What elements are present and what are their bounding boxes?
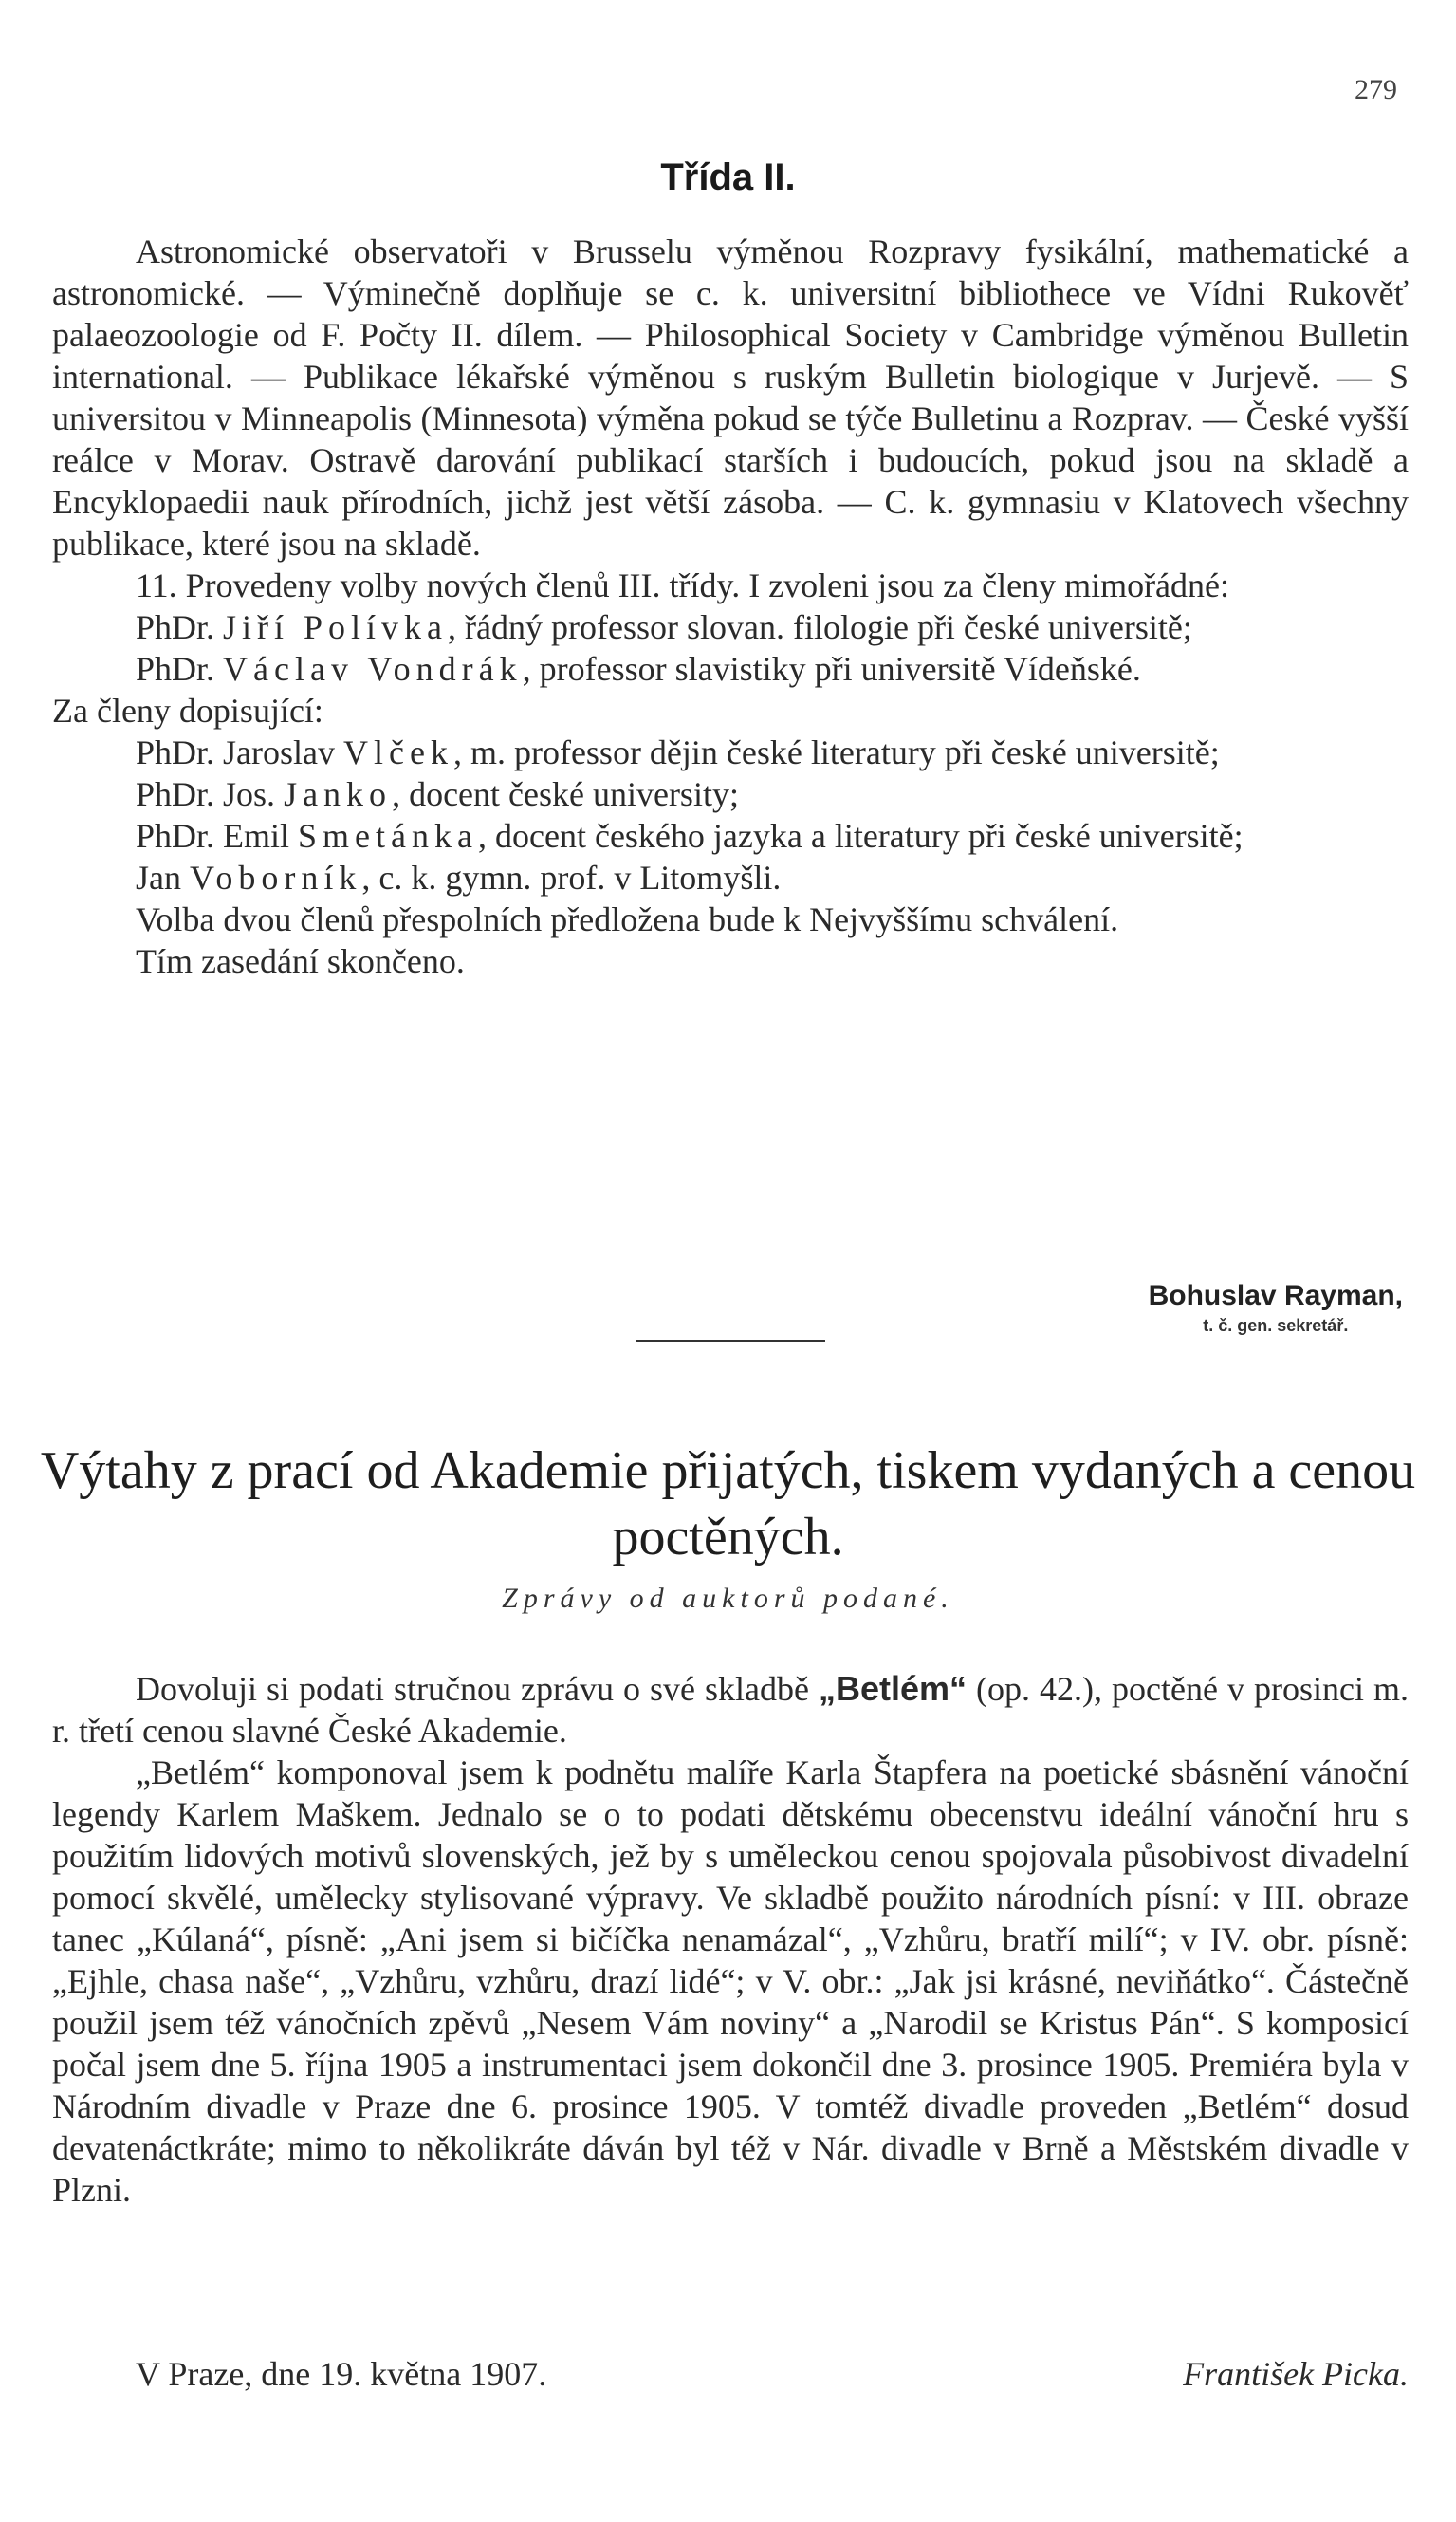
- end-line: Tím zasedání skončeno.: [136, 942, 465, 980]
- member-name: Janko: [284, 775, 393, 813]
- member-title: PhDr.: [136, 775, 215, 813]
- member-name: Vlček: [343, 733, 453, 771]
- paragraph-intro: [52, 1668, 1409, 1752]
- secretary-signature: [1149, 1280, 1403, 1336]
- closing-line: [52, 2353, 1409, 2395]
- intro-text: Dovoluji si podati stručnou zprávu o své skladbě: [136, 1670, 819, 1708]
- corresponding-heading: Za členy dopisující:: [52, 692, 323, 730]
- member-first-name: Emil: [223, 817, 290, 855]
- page-number: 279: [1355, 74, 1397, 105]
- vote-line: Volba dvou členů přespolních předložena bude k Nejvyššímu schválení.: [136, 900, 1119, 938]
- section2-body: [52, 1668, 1409, 2211]
- member-smetanka: [52, 815, 1409, 857]
- member-title: PhDr.: [136, 650, 215, 688]
- member-name: Václav Vondrák: [223, 650, 523, 688]
- paragraph-exchanges: Astronomické observatoři v Brusselu výměnou Rozpravy fysikální, mathematické a astronomické. — Výminečně doplňuje se c. k. universitní bibliothece ve Vídni Rukověť palaeozoologie od F. Počty II. dílem. — Philosophical Society v Cambridge výměnou Bulletin international. — Publikace lékařské výměnou s ruským Bulletin biologique v Jurjevě. — S universitou v Minneapolis (Minnesota) výměna pokud se týče Bulletinu a Rozprav. — České vyšší reálce v Morav. Ostravě darování publikací starších i budoucích, pokud jsou na skladě a Encyklopaedii nauk přírodních, jichž jest větší zásoba. — C. k. gymnasiu v Klatovech všechny publikace, které jsou na skladě.: [52, 232, 1409, 563]
- member-desc: , professor slavistiky při universitě Vídeňské.: [522, 650, 1141, 688]
- member-desc: , m. professor dějin české literatury při české universitě;: [452, 733, 1220, 771]
- paragraph-elections: 11. Provedeny volby nových členů III. třídy. I zvoleni jsou za členy mimořádné:: [136, 566, 1230, 604]
- member-desc: , c. k. gymn. prof. v Litomyšli.: [361, 859, 782, 897]
- member-vobornik: [52, 857, 1409, 899]
- member-first-name: Jaroslav: [223, 733, 335, 771]
- member-vondrak: [52, 648, 1409, 690]
- intro-text-end: (op. 42.), poctěné v prosinci m. r. třetí cenou slavné České Akademie.: [52, 1670, 1409, 1750]
- member-first-name: Jan: [136, 859, 181, 897]
- divider-rule: [636, 1340, 825, 1342]
- section-heading: Výtahy z prací od Akademie přijatých, tiskem vydaných a cenou poctěných.: [40, 1441, 1416, 1567]
- member-desc: , docent českého jazyka a literatury při české universitě;: [478, 817, 1244, 855]
- member-title: PhDr.: [136, 733, 215, 771]
- member-janko: [52, 773, 1409, 815]
- closing-date: V Praze, dne 19. května 1907.: [136, 2355, 547, 2393]
- member-vlcek: [52, 732, 1409, 773]
- member-title: PhDr.: [136, 817, 215, 855]
- class-heading: Třída II.: [660, 157, 796, 198]
- signature-title: t. č. gen. sekretář.: [1203, 1316, 1349, 1335]
- section1-body: [52, 231, 1409, 982]
- paragraph-composition: „Betlém“ komponoval jsem k podnětu malíře Karla Štapfera na poetické sbásnění vánoční legendy Karlem Maškem. Jednalo se o to podati dětskému obecenstvu ideální vánoční hru s použitím lidových motivů slovenských, jež by s uměleckou cenou spojovala působivost divadelní pomocí skvělé, umělecky stylisované výpravy. Ve skladbě použito národních písní: v III. obraze tanec „Kúlaná“, písně: „Ani jsem si bičíčka nenamázal“, „Vzhůru, bratří milí“; v IV. obr. písně: „Ejhle, chasa naše“, „Vzhůru, vzhůru, drazí lidé“; v V. obr.: „Jak jsi krásné, neviňátko“. Částečně použil jsem též vánočních zpěvů „Nesem Vám noviny“ a „Narodil se Kristus Pán“. S komposicí počal jsem dne 5. října 1905 a instrumentaci jsem dokončil dne 3. prosince 1905. Premiéra byla v Národním divadle v Praze dne 6. prosince 1905. V tomtéž divadle proveden „Betlém“ dosud devatenáctkráte; mimo to několikráte dáván byl též v Nár. divadle v Brně a Městském divadle v Plzni.: [52, 1753, 1409, 2209]
- member-title: PhDr.: [136, 608, 215, 646]
- closing-author: František Picka.: [1183, 2355, 1409, 2393]
- member-name: Jiří Polívka: [223, 608, 449, 646]
- member-desc: , řádný professor slovan. filologie při české universitě;: [448, 608, 1192, 646]
- section-subtitle: Zprávy od auktorů podané.: [502, 1583, 954, 1614]
- signature-name: Bohuslav Rayman,: [1148, 1280, 1403, 1311]
- member-first-name: Jos.: [223, 775, 276, 813]
- member-desc: , docent české university;: [392, 775, 739, 813]
- member-name: Smetánka: [298, 817, 478, 855]
- member-name: Voborník: [190, 859, 362, 897]
- work-title: „Betlém“: [818, 1669, 968, 1708]
- member-polivka: [52, 606, 1409, 648]
